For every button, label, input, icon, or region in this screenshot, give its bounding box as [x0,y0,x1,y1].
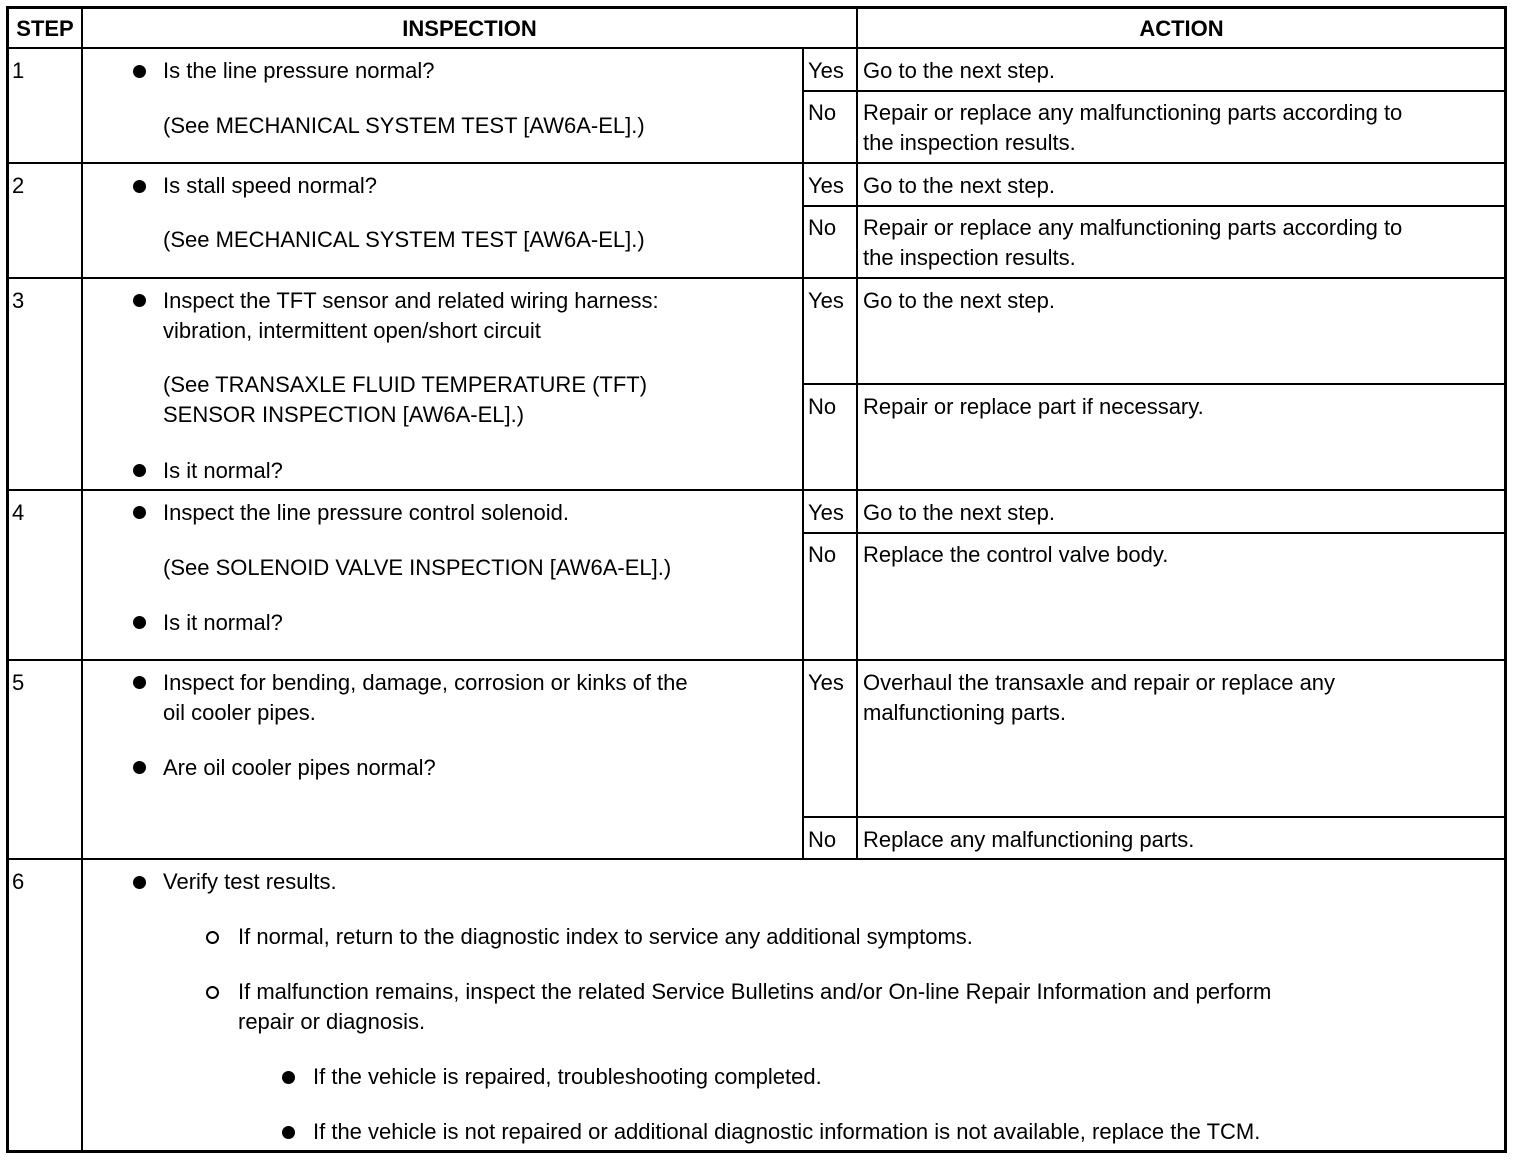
yes-label: Yes [808,670,844,695]
yes-action: Go to the next step. [863,288,1056,313]
row-divider [6,277,1507,279]
column-divider [802,47,804,859]
yes-action: malfunctioning parts. [863,700,1066,725]
inspection-text: If the vehicle is not repaired or additional diagnostic information is not available, replace the TCM. [313,1119,1261,1144]
yes-no-divider [802,532,1507,534]
bullet-icon [133,676,146,689]
inspection-text: oil cooler pipes. [163,700,316,725]
bullet-icon [133,294,146,307]
inspection-reference: (See TRANSAXLE FLUID TEMPERATURE (TFT) [163,372,648,397]
header-inspection: INSPECTION [402,16,537,41]
inspection-text: Inspect the line pressure control solenoid. [163,500,570,525]
column-divider [81,6,83,1153]
inspection-text: repair or diagnosis. [238,1009,426,1034]
bullet-icon [282,1126,295,1139]
inspection-text: Are oil cooler pipes normal? [163,755,436,780]
circle-bullet-icon [206,931,219,944]
yes-no-divider [802,816,1507,818]
no-label: No [808,542,837,567]
step-number: 1 [12,58,25,83]
inspection-reference: (See SOLENOID VALVE INSPECTION [AW6A-EL].) [163,555,672,580]
no-label: No [808,394,837,419]
yes-action: Go to the next step. [863,173,1056,198]
inspection-text: Is it normal? [163,610,283,635]
yes-label: Yes [808,288,844,313]
no-label: No [808,100,837,125]
bullet-icon [133,506,146,519]
inspection-text: Inspect the TFT sensor and related wiring harness: [163,288,659,313]
column-divider [856,47,858,859]
inspection-text: If the vehicle is repaired, troubleshooting completed. [313,1064,822,1089]
inspection-reference: (See MECHANICAL SYSTEM TEST [AW6A-EL].) [163,113,645,138]
inspection-text: Is the line pressure normal? [163,58,435,83]
no-label: No [808,827,837,852]
yes-label: Yes [808,173,844,198]
yes-label: Yes [808,58,844,83]
row-divider [6,47,1507,49]
inspection-text: Is stall speed normal? [163,173,377,198]
row-divider [6,659,1507,661]
bullet-icon [133,464,146,477]
no-label: No [808,215,837,240]
row-divider [6,489,1507,491]
bullet-icon [133,180,146,193]
step-number: 4 [12,500,25,525]
step-number: 3 [12,288,25,313]
step-number: 6 [12,869,25,894]
inspection-text: If malfunction remains, inspect the related Service Bulletins and/or On-line Repair Information and perform [238,979,1272,1004]
bullet-icon [133,65,146,78]
no-action: the inspection results. [863,130,1076,155]
inspection-text: vibration, intermittent open/short circuit [163,318,541,343]
step-number: 2 [12,173,25,198]
no-action: the inspection results. [863,245,1076,270]
inspection-reference: SENSOR INSPECTION [AW6A-EL].) [163,402,525,427]
inspection-text: Is it normal? [163,458,283,483]
inspection-text: Verify test results. [163,869,337,894]
row-divider [6,162,1507,164]
inspection-text: Inspect for bending, damage, corrosion or kinks of the [163,670,688,695]
header-step: STEP [16,16,74,41]
yes-action: Overhaul the transaxle and repair or replace any [863,670,1336,695]
yes-no-divider [802,205,1507,207]
inspection-text: If normal, return to the diagnostic index to service any additional symptoms. [238,924,973,949]
bullet-icon [133,876,146,889]
header-action: ACTION [1139,16,1224,41]
bullet-icon [282,1071,295,1084]
no-action: Repair or replace part if necessary. [863,394,1204,419]
circle-bullet-icon [206,986,219,999]
no-action: Repair or replace any malfunctioning parts according to [863,215,1403,240]
inspection-reference: (See MECHANICAL SYSTEM TEST [AW6A-EL].) [163,227,645,252]
yes-action: Go to the next step. [863,58,1056,83]
no-action: Replace the control valve body. [863,542,1169,567]
no-action: Repair or replace any malfunctioning parts according to [863,100,1403,125]
yes-action: Go to the next step. [863,500,1056,525]
no-action: Replace any malfunctioning parts. [863,827,1195,852]
yes-label: Yes [808,500,844,525]
yes-no-divider [802,90,1507,92]
row-divider [6,858,1507,860]
bullet-icon [133,761,146,774]
yes-no-divider [802,383,1507,385]
step-number: 5 [12,670,25,695]
bullet-icon [133,616,146,629]
